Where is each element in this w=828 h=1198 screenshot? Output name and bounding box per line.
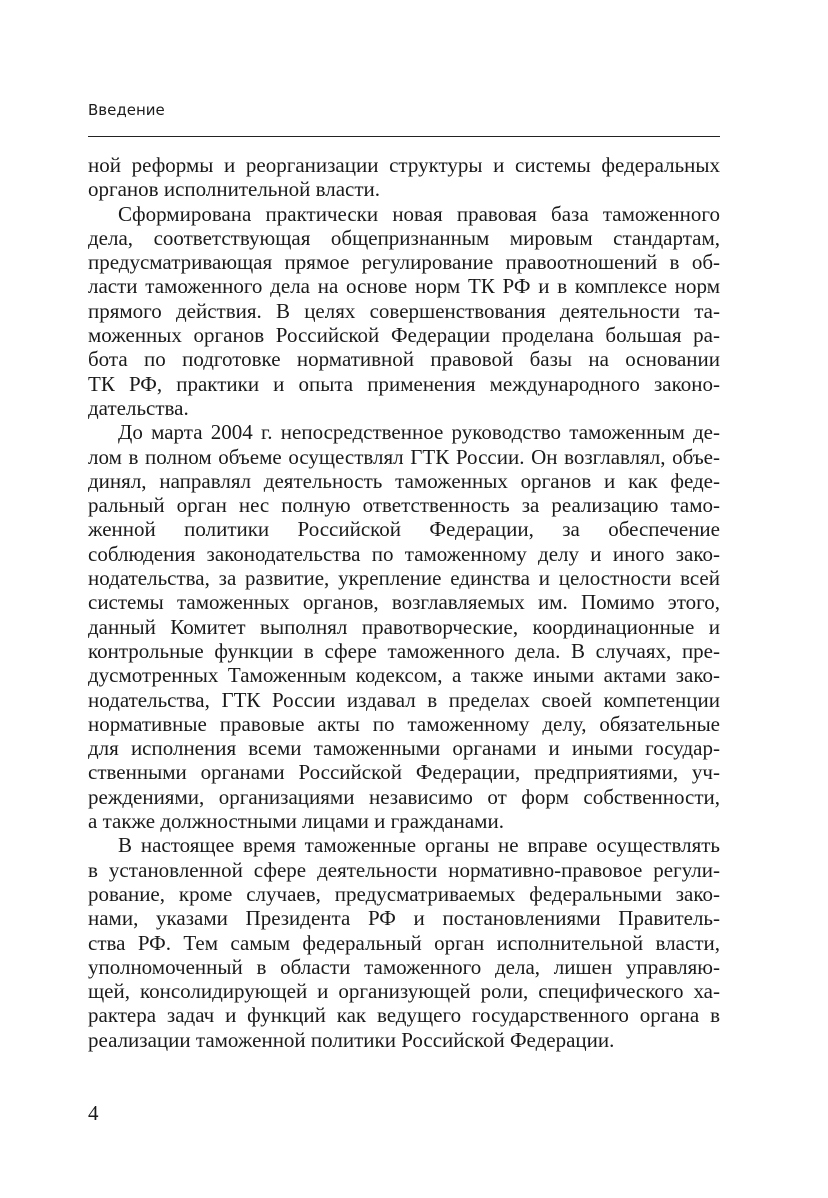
text-line: лом в полном объеме осуществлял ГТК России. Он возглавлял, объе- — [88, 444, 720, 469]
text-line: рактера задач и функций как ведущего государственного органа в — [88, 1003, 720, 1028]
text-line: В настоящее время таможенные органы не вправе осуществлять — [118, 833, 720, 858]
text-line: в установленной сфере деятельности нормативно-правовое регули- — [88, 857, 720, 882]
text-line: уполномоченный в области таможенного дела, лишен управляю- — [88, 954, 720, 979]
text-line: ТК РФ, практики и опыта применения международного законо- — [88, 371, 720, 396]
text-line: нодательства, за развитие, укрепление единства и целостности всей — [88, 566, 720, 591]
text-line: ласти таможенного дела на основе норм ТК РФ и в комплексе норм — [88, 274, 720, 299]
text-line: предусматривающая прямое регулирование правоотношений в об- — [88, 250, 720, 275]
text-line: ной реформы и реорганизации структуры и системы федеральных — [88, 153, 720, 177]
text-line: ральный орган нес полную ответственность за реализацию тамо- — [88, 493, 720, 518]
text-line: Сформирована практически новая правовая база таможенного — [118, 201, 720, 226]
text-line: данный Комитет выполнял правотворческие, координационные и — [88, 614, 720, 639]
text-line: дела, соответствующая общепризнанным мировым стандартам, — [88, 225, 720, 250]
running-head: Введение — [88, 101, 165, 119]
text-line: бота по подготовке нормативной правовой базы на основании — [88, 347, 720, 372]
text-line: нодательства, ГТК России издавал в пределах своей компетенции — [88, 687, 720, 712]
header-rule — [88, 136, 720, 137]
text-line: системы таможенных органов, возглавляемых им. Помимо этого, — [88, 590, 720, 615]
text-line: соблюдения законодательства по таможенному делу и иного зако- — [88, 541, 720, 566]
text-line: моженных органов Российской Федерации проделана большая ра- — [88, 323, 720, 348]
text-line: а также должностными лицами и гражданами. — [88, 809, 504, 834]
text-line: рование, кроме случаев, предусматриваемых федеральными зако- — [88, 881, 720, 906]
text-line: ственными органами Российской Федерации, предприятиями, уч- — [88, 760, 720, 785]
text-line: дусмотренных Таможенным кодексом, а также иными актами зако- — [88, 663, 720, 688]
text-line: нами, указами Президента РФ и постановлениями Правитель- — [88, 906, 720, 931]
text-line: контрольные функции в сфере таможенного дела. В случаях, пре- — [88, 638, 720, 663]
page-number: 4 — [88, 1101, 99, 1125]
text-line: До марта 2004 г. непосредственное руководство таможенным де- — [118, 420, 720, 445]
paragraph — [88, 420, 720, 833]
text-line: динял, направлял деятельность таможенных органов и как феде- — [88, 468, 720, 493]
paragraph — [88, 153, 720, 202]
paragraph — [88, 833, 720, 1052]
text-line: щей, консолидирующей и организующей роли, специфического ха- — [88, 979, 720, 1004]
paragraph — [88, 202, 720, 421]
text-line: для исполнения всеми таможенными органами и иными государ- — [88, 736, 720, 761]
text-line: нормативные правовые акты по таможенному делу, обязательные — [88, 711, 720, 736]
body-text — [88, 153, 720, 1052]
text-line: реализации таможенной политики Российской Федерации. — [88, 1027, 615, 1052]
text-line: ства РФ. Тем самым федеральный орган исполнительной власти, — [88, 930, 720, 955]
text-line: женной политики Российской Федерации, за обеспечение — [88, 517, 720, 542]
text-line: прямого действия. В целях совершенствования деятельности та- — [88, 298, 720, 323]
text-line: дательства. — [88, 395, 189, 420]
text-line: реждениями, организациями независимо от форм собственности, — [88, 784, 720, 809]
text-line: органов исполнительной власти. — [88, 177, 381, 202]
